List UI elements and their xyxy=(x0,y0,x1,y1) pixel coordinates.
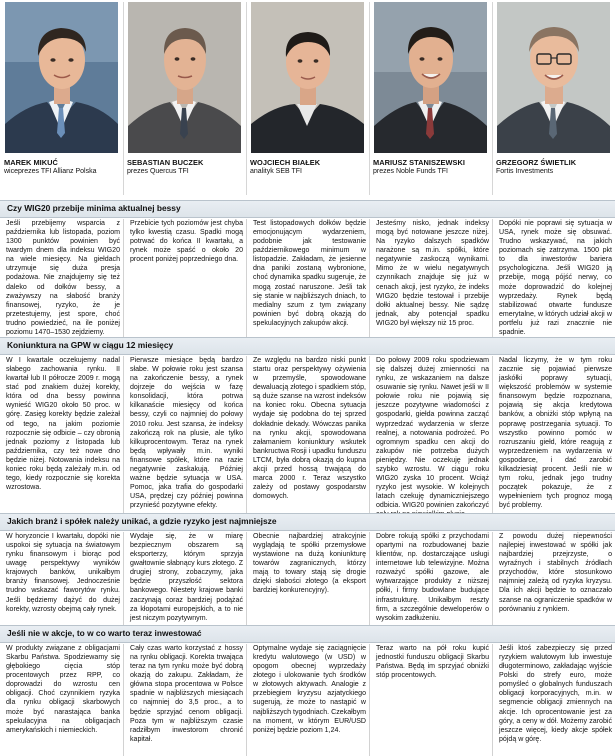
answer-text: Wydaje się, że w miarę bezpiecznym obszarem są eksporterzy, którym sprzyja gwałtownie słabnący kurs złotego. Z drugiej strony, zobaczymy, jaka będzie przyszłość sektora bankowego. Niestety krajowe banki zaczynają coraz bardziej podążać za kłopotami europejskich, a to nie jest niczym pozytywnym. xyxy=(130,533,243,622)
answer-column xyxy=(369,219,492,337)
section-title: Czy WIG20 przebije minima aktualnej bessy xyxy=(7,203,181,213)
expert-name: WOJCIECH BIAŁEK xyxy=(250,158,321,167)
expert-card xyxy=(369,0,492,197)
answer-text: Optymalne wydaje się zaciągnięcie kredytu walutowego (w USD) w opogom obecnej wyprzedaży złotego i ulokowanie tych środków w złotowych aktywach. Analogie z przebiegiem kryzysu azjatyckiego sugerują, że może to nastąpić w najbliższych tygodniach. Czekałbym na moment, w którym EUR/USD poniżej będzie poziom 1,24. xyxy=(253,645,366,734)
section-header-band xyxy=(0,513,615,531)
expert-caption xyxy=(127,159,244,176)
column-divider xyxy=(246,2,247,195)
answer-column xyxy=(492,219,615,337)
expert-name: MARIUSZ STANISZEWSKI xyxy=(373,158,466,167)
expert-photo xyxy=(128,2,241,153)
answer-text: Do połowy 2009 roku spodziewam się dalszej dużej zmienności na rynku, ze wskazaniem na dalsze osuwanie się rynku. Nawet jeśli w II połowie roku nie pojawią się jeszcze pozytywne wiadomości z gospodarki, giełda powinna zacząć wyprzedzać wydarzenia w sferze realnej, a notowania podrożeć. Po ogromnym spadku cen akcji do zakupów nie potrzeba dużych pieniędzy. Nie oczekuję jednak szybko wzrostu. W ciągu roku WIG20 zyska 10 procent. Wciąż ryzyko jest wysokie. W kolejnych latach czekuję dynamiczniejszego odbicia. WIG20 powinien zakończyć xyxy=(376,357,489,510)
expert-photo xyxy=(5,2,118,153)
answer-text: Teraz warto na pół roku kupić jednostki funduszu obligacji Skarbu Państwa. Będą im sprzyjać obniżki stóp procentowych. xyxy=(376,645,489,680)
experts-header xyxy=(0,0,615,197)
answer-column xyxy=(369,644,492,756)
expert-caption xyxy=(4,159,121,176)
section-header-band xyxy=(0,200,615,218)
answer-column xyxy=(0,356,123,513)
answer-column xyxy=(492,644,615,756)
expert-role: prezes Noble Funds TFI xyxy=(373,167,448,175)
answer-column xyxy=(369,356,492,513)
expert-card xyxy=(123,0,246,197)
section-title: Jeśli nie w akcje, to w co warto teraz inwestować xyxy=(7,628,202,638)
column-divider xyxy=(369,2,370,195)
answer-text: Pierwsze miesiące będą bardzo słabe. W połowie roku jest szansa na zakończenie bessy, a rynek dojrzeje do wejścia w fazę konsolidacji, która potrwa kilkanaście miesięcy od końca bessy, czyli co najmniej do połowy 2010 roku. Jest szansa, że indeksy zakończą rok na plusie, ale tylko kilkuprocentowym. Teraz na rynek będą wpływały m.in. wyniki finansowe spółek, które na razie negatywnie zaskakują. Później ważne będzie sytuacja w USA. Pomoc, jaka trafia do gospodarki USA, prędzej czy później powinna przynieść pozytywne efekty. xyxy=(130,357,243,510)
answers-row xyxy=(0,644,615,756)
expert-photo xyxy=(251,2,364,153)
answer-text: Z powodu dużej niepewności najlepiej inwestować w spółki jak najbardziej przejrzyste, o wyraźnych i stabilnych źródłach przychodów, które stosunkowo najmniej zależą od ryzyka kryzysu. Dla ich akcji będzie to oznaczało szanse na ograniczenie spadków w porównaniu z rynkiem. xyxy=(499,533,612,613)
answer-text: Test listopadowych dołków będzie emocjonującym wydarzeniem, podobnie jak testowanie październikowego minimum w listopadzie. Zakładam, że jesienne dna paniki zostaną wybronione, choć dynamika spadku sugeruje, że mogą zostać naruszone. Jeśli tak się stanie w najbliższych dniach, to medialny szum z tym związany powinien być dobrą okazją do spekulacyjnych zakupów akcji. xyxy=(253,220,366,327)
expert-role: prezes Quercus TFI xyxy=(127,167,189,175)
expert-photo xyxy=(374,2,487,153)
answer-text: W produkty związane z obligacjami Skarbu Państwa. Spodziewamy się głębokiego cięcia stóp procentowych przez RPP, co doprowadzi do wzrostu cen obligacji. Choć czynnikiem ryzyka dla rynku obligacji skarbowych może być narastająca banka spekulacyjna na obligacjach amerykańskich i niemieckich. xyxy=(6,645,120,734)
topic-section xyxy=(0,337,615,513)
answer-column xyxy=(123,219,246,337)
section-header-band xyxy=(0,625,615,643)
answer-column xyxy=(0,219,123,337)
expert-name: SEBASTIAN BUCZEK xyxy=(127,158,204,167)
answer-column xyxy=(246,219,369,337)
expert-role: analityk SEB TFI xyxy=(250,167,303,175)
answer-column xyxy=(246,356,369,513)
expert-card xyxy=(492,0,615,197)
expert-photo xyxy=(497,2,610,153)
topic-section xyxy=(0,200,615,337)
answer-column xyxy=(369,532,492,625)
answer-text: Nadal liczymy, że w tym roku zacznie się pojawiać pierwsze jaskółki poprawy sytuacji, większość problemów w systemie finansowym będzie rozpoznana, pojawią się akcja kredytowa banków, a obniżki stóp wpłyną na poprawę postrzegania sytuacji. To wszystko powinno pomóc w rozruszaniu giełd, które reagują z wyprzedzeniem na wydarzenia w gospodarce, i dać zarobić kilkadziesiąt procent. Jeśli nie w tym roku, jednak jego trudny początek pokazuje, że z wypełnieniem tych prognoz mogą być problemy. xyxy=(499,357,612,510)
section-header-band xyxy=(0,337,615,355)
column-divider xyxy=(492,2,493,195)
expert-name: GRZEGORZ ŚWIETLIK xyxy=(496,158,577,167)
answer-text: Jeśli przebijemy wsparcia z października lub listopada, poziom 1300 punktów powinien być twardym dnem dla indeksu WIG20 na wiele miesięcy. Na giełdach utrzymuje się duża presja podażowa. Nie znajdujemy się też daleko od dołków bessy, a zważywszy na słabość branży finansowej, ryzyko, że je przetestujemy, jest spore, choć trudno powiedzieć, na ile poniżej poziomu 1470–1530 zejdziemy. xyxy=(6,220,120,336)
answer-column xyxy=(0,644,123,756)
answer-column xyxy=(0,532,123,625)
expert-card xyxy=(0,0,123,197)
expert-role: Fortis Investments xyxy=(496,167,554,175)
expert-caption xyxy=(373,159,490,176)
answer-column xyxy=(123,532,246,625)
answer-text: Ze względu na bardzo niski punkt startu oraz perspektywy ożywienia w przemyśle, spowodowane dewaluacją złotego i spadkiem stóp, są duże szanse na wzrost indeksów na koniec roku. Obecna sytuacja wydaje się podobna do tej sprzed dokładnie dekady. Wówczas panika na rynku akcji, spowodowana załamaniem koniunktury wskutek bankructwa Rosji i upadku funduszu LTCM, była dobrą okazją do kupna akcji przed hossą trwającą do marca 2000 r. Teraz wszystko zależy od postawy gospodarstw domowych. xyxy=(253,357,366,501)
expert-caption xyxy=(250,159,367,176)
answer-column xyxy=(246,532,369,625)
answer-text: Obecnie najbardziej atrakcyjnie wyglądają te spółki przemysłowe wystawione na dużą koniunkturę towarów zagranicznych, którzy mają to towary stają się drogie dzięki słabości złotego (a eksport bardziej konkurencyjny). xyxy=(253,533,366,595)
section-title: Jakich branż i spółek należy unikać, a gdzie ryzyko jest najmniejsze xyxy=(7,516,277,526)
answer-text: Cały czas warto korzystać z hossy na rynku obligacji. Korekta trwająca teraz na tym rynku może być dobrą okazją do zakupu. Zakładam, że główna stopa procentowa w Polsce spadnie w najbliższych miesiącach co najmniej do 3,5 proc., a to będzie sprzyjać cenom obligacji. Poza tym w najbliższym czasie radziłbym inwestorom chronić kapitał. xyxy=(130,645,243,743)
section-title: Koniunktura na GPW w ciągu 12 miesięcy xyxy=(7,340,174,350)
expert-card xyxy=(246,0,369,197)
answers-row xyxy=(0,219,615,337)
answer-text: W I kwartale oczekujemy nadal słabego zachowania rynku. II kwartał lub II półrocze 2009 r. mogą stać pod znakiem dużej korekty, która od dna bessy powinna wynieść WIG20 około 50 proc. w górę. Zasięg korekty będzie zależał od tego, na jakim poziomie rozpocznie się odbicie – czy obronią jednak poziomy z listopada lub października, czy też nowe dno będzie niżej. Notowania indeksu na koniec roku będą zależały m.in. od tego, kiedy rozpocznie się korekta wzrostowa. xyxy=(6,357,120,492)
answer-column xyxy=(123,644,246,756)
answers-row xyxy=(0,532,615,625)
topic-section xyxy=(0,625,615,756)
answers-row xyxy=(0,356,615,513)
answer-text: Przebicie tych poziomów jest chyba tylko kwestią czasu. Spadki mogą potrwać do końca II kwartału, a rynek może spaść o około 20 procent poniżej poprzedniego dna. xyxy=(130,220,243,264)
answer-text: Jeśli ktoś zabezpieczy się przed ryzykiem walutowym lub inwestuje długoterminowo, zakładając wyjście Polski do strefy euro, może pomyśleć o globalnych funduszach obligacji korporacyjnych, m.in. w segmencie obligacji zmiennych na akcje. Ich oprocentowanie jest za góry, a ceny w dół. Możemy zarobić jeszcze więcej, kiedy akcje spółek pójdą w górę. xyxy=(499,645,612,743)
topic-section xyxy=(0,513,615,625)
answer-column xyxy=(246,644,369,756)
expert-caption xyxy=(496,159,613,176)
answer-column xyxy=(492,356,615,513)
expert-name: MAREK MIKUĆ xyxy=(4,158,58,167)
answer-text: W horyzoncie I kwartału, dopóki nie uspokoi się sytuacja na światowym rynku finansowym i biorąc pod uwagę perspektywy wyników krajowych banków, unikałbym branży finansowej. Jednocześnie trudno wskazać faworytów rynku. Jeśli będziemy dążyć do dużej korekty, wzrosty obejmą cały rynek. xyxy=(6,533,120,613)
answer-text: Dobre rokują spółki z przychodami opartymi na rozbudowanej bazie klientów, np. dostarczające usługi internetowe lub telewizyjne. Można rozważyć spółki gazowe, ale wytwarzające produkty z niższej półki, i firmy budowlane budujące infrastrukturę. Unikałbym reszty firm, a szczególnie deweloperów o wysokim zadłużeniu. xyxy=(376,533,489,622)
answer-text: Dopóki nie poprawi się sytuacja w USA, rynek może się obsuwać. Trudno wskazywać, na jakich poziomach się zatrzyma. 1500 pkt to dla inwestorów bariera psychologiczna. Jeśli WIG20 ją przebije, mogą pójść nerwy, co może doprowadzić do kolejnej wyprzedaży. Rynek będą stabilizować otwarte fundusze emerytalne, w których udział akcji w portfelu już razi znacznie nie spadnie. xyxy=(499,220,612,336)
column-divider xyxy=(123,2,124,195)
expert-role: wiceprezes TFI Allianz Polska xyxy=(4,167,97,175)
answer-text: Jesteśmy nisko, jednak indeksy mogą być notowane jeszcze niżej. Na ryzyko dalszych spadków narażone są m.in. spółki, które negatywnie zaskoczą wynikami. Mimo że w wielu negatywnych czynnikach znajduje się już w cenach akcji, jest ryzyko, że indeks WIG20 będzie testował i przebije dołki aktualnej bessy. Nie sądzę jednak, aby potencjał spadku WIG20 był większy niż 15 proc. xyxy=(376,220,489,327)
answer-column xyxy=(123,356,246,513)
answer-column xyxy=(492,532,615,625)
